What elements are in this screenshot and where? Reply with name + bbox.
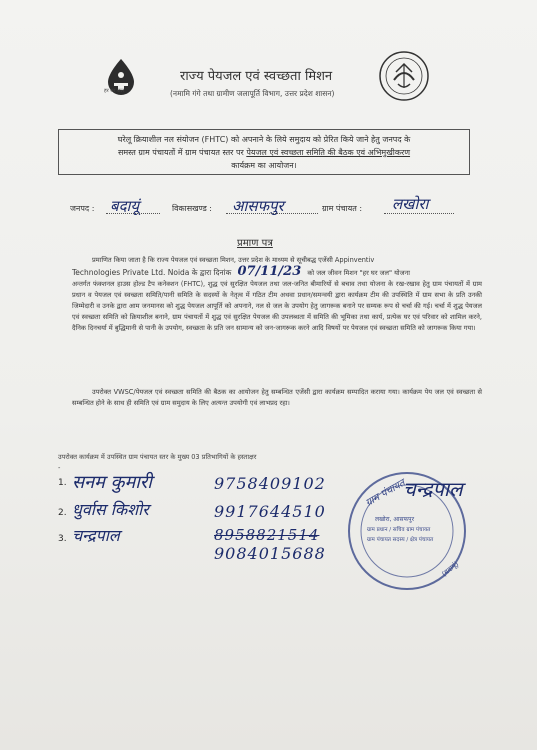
district-underline — [106, 213, 160, 214]
signatory-3-num: 3. — [58, 534, 67, 544]
signatory-2-num: 2. — [58, 508, 67, 518]
certificate-paragraph-1 — [72, 255, 482, 334]
certificate-title: प्रमाण पत्र — [237, 238, 273, 249]
para1-line2-start: Technologies Private Ltd. Noida के द्वारा दिनांक — [72, 268, 232, 277]
stamp-bottom-text: (बदायूं) — [440, 559, 461, 579]
signatory-3-name: चन्द्रपाल — [72, 526, 120, 545]
har-ghar-jal-logo — [104, 57, 138, 103]
block-value: आसफपुर — [232, 197, 284, 215]
signatory-1-phone: 9758409102 — [214, 474, 326, 493]
signatory-1-num: 1. — [58, 478, 67, 488]
para1-line2-end: को जल जीवन मिशन "हर घर जल" योजना — [307, 269, 410, 277]
notice-line-2-text: समस्त ग्राम पंचायतों में ग्राम पंचायत स्तर पर — [117, 148, 247, 157]
stamp-line-1: लखोरा, आसफपुर — [375, 516, 415, 523]
up-govt-emblem — [378, 50, 430, 102]
signatory-2-name: धुर्वास किशोर — [72, 500, 149, 519]
emblem-icon — [378, 50, 430, 102]
notice-line-2 — [65, 146, 463, 159]
org-title: राज्य पेयजल एवं स्वच्छता मिशन — [180, 69, 333, 84]
handwritten-date: 07/11/23 — [237, 264, 302, 279]
block-underline — [226, 213, 318, 214]
org-subtitle: (नमामि गंगे तथा ग्रामीण जलापूर्ति विभाग, उत्तर प्रदेश शासन) — [170, 89, 335, 98]
official-stamp — [345, 465, 475, 595]
block-label: विकासखण्ड : — [172, 204, 213, 213]
signatory-1-name: सनम कुमारी — [72, 472, 152, 493]
stamp-line-2: ग्राम प्रधान / सचिव ग्राम पंचायत — [367, 527, 431, 533]
signatories-heading: उपरोक्त कार्यक्रम में उपस्थित ग्राम पंचायत स्तर के मुख्य 03 प्रतिभागियों के हस्ताक्षर - — [58, 453, 257, 472]
notice-line-2-underlined: पेयजल एवं स्वच्छता समिति की बैठक एवं अभिमुखीकरण — [246, 148, 411, 157]
para2-body: उपरोक्त VWSC/पेयजल एवं स्वच्छता समिति की बैठक का आयोजन हेतु सम्बन्धित एजेंसी द्वारा कार्यक्रम सम्पादित कराया गया। कार्यक्रम पेय जल एवं स्वच्छता से सम्बन्धित होने के साथ ही समिति एवं ग्राम समुदाय के लिए अत्यन्त उपयोगी एवं लाभप्रद रहा। — [72, 388, 482, 407]
gram-panchayat-label: ग्राम पंचायत : — [322, 204, 363, 213]
water-drop-icon — [104, 57, 138, 103]
notice-line-3: कार्यक्रम का आयोजन। — [231, 161, 297, 170]
stamp-line-3: ग्राम पंचायत सदस्य / क्षेत्र पंचायत — [367, 537, 434, 543]
signatory-2-phone: 9917644510 — [214, 502, 326, 521]
notice-box — [58, 129, 470, 175]
gram-panchayat-value: लखोरा — [392, 195, 429, 213]
logo-left-caption: हर घर जल — [104, 88, 124, 94]
district-value: बदायूं — [110, 197, 140, 215]
certificate-paragraph-2 — [72, 387, 482, 409]
signatory-3-phone-struck: 8958821514 — [214, 526, 320, 544]
para1-body: अन्तर्गत फंक्शनल हाउस होल्ड टैप कनेक्शन (FHTC), शुद्ध एवं सुरक्षित पेयजल तथा जल-जनित बीमारियों से बचाव तथा योजना के रख-रखाव हेतु ग्राम पंचायतों में ग्राम प्रधान व पेयजल एवं स्वच्छता समिति/पानी समिति के सदस्यों के नेतृत्व में गठित टीम अथवा प्रधान/समन्वयी द्वारा कार्यक्रम टीम की उपस्थिति में ग्राम सभा के प्रति उनकी जिम्मेदारी व उनके द्वारा आम जनमानस को शुद्ध पेयजल आपूर्ति को अपनाने, नल से जल के उपयोग हेतु जागरूक बनाने पर सम्यक रूप से चर्चा की गई। चर्चा में शुद्ध पेयजल एवं स्वच्छता समिति को क्रियाशील बनाने, ग्राम पंचायतों में शुद्ध एवं सुरक्षित पेयजल की उपलब्धता में समिति की भूमिका तथा कार्य, प्रत्येक घर एवं परिवार को शामिल करने, दैनिक दिनचर्या में बुद्धिमानी से पानी के उपयोग, स्वच्छता के प्रति जन सामान्य को जन-जागरूक करने आदि विषयों पर पेयजल एवं स्वच्छता समिति को जागरूक किया गया। — [72, 280, 482, 332]
signatory-3-phone: 9084015688 — [214, 544, 326, 563]
gram-panchayat-underline — [384, 213, 454, 214]
para1-line1: प्रमाणित किया जाता है कि राज्य पेयजल एवं स्वच्छता मिशन, उत्तर प्रदेश के माध्यम से सूचीबद्ध एजेंसी Appinventiv — [92, 256, 375, 264]
district-label: जनपद : — [70, 204, 95, 213]
stamp-top-text: ग्राम पंचायत — [363, 477, 408, 509]
notice-line-1: घरेलू क्रियाशील नल संयोजन (FHTC) को अपनाने के लिये समुदाय को प्रेरित किये जाने हेतु जनपद के — [117, 135, 411, 144]
para1-line2 — [72, 266, 482, 279]
stamp-signature: चन्द्रपाल — [403, 477, 463, 501]
